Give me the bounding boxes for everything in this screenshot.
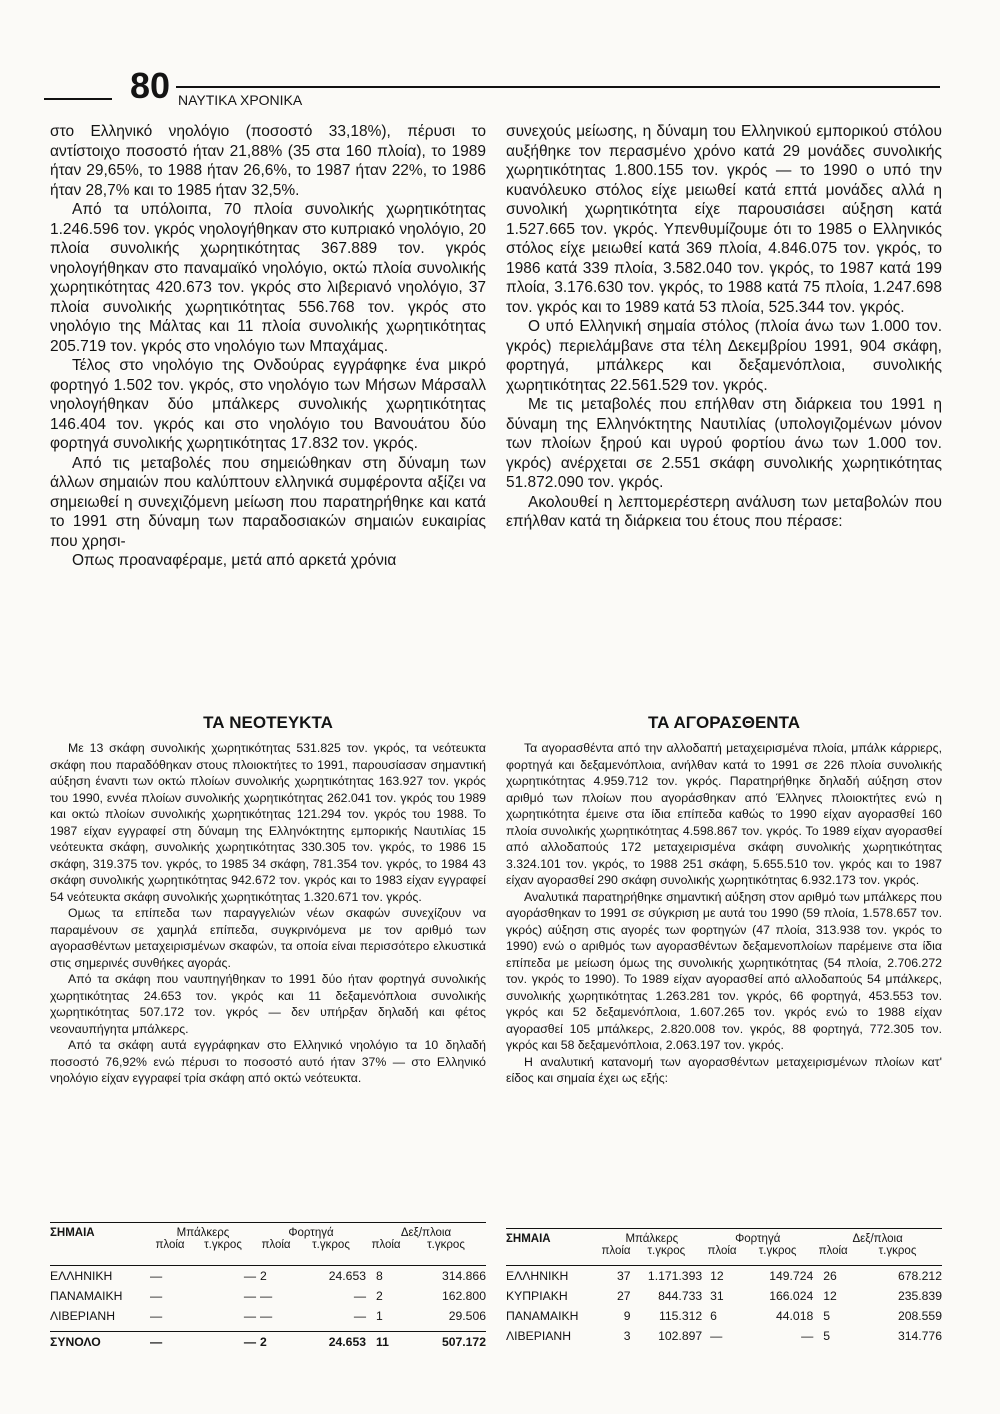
paragraph: στο Ελληνικό νηολόγιο (ποσοστό 33,18%), πέρυσι το αντίστοιχο ποσοστό ήταν 21,88% (35 στα 160 πλοία), το 1989 ήταν 29,65%, το 1988 ήταν 26,6%, το 1987 ήταν 22%, το 1986 ήταν 28,7% και το 1985 ήταν 32,5%. — [50, 123, 486, 199]
left-column-body — [50, 122, 486, 571]
table-cell: 24.653 — [328, 1335, 366, 1349]
table-cell: — — [150, 1308, 163, 1323]
table-total-row — [50, 1332, 486, 1353]
right-column-body — [506, 122, 942, 532]
purchased-table — [506, 1228, 942, 1346]
table-cell: 11 — [376, 1335, 389, 1349]
table-cell: — — [260, 1288, 273, 1303]
group-header-bulkers: Μπάλκερς — [176, 1227, 230, 1239]
flag-cell: ΛΙΒΕΡΙΑΝΗ — [506, 1328, 572, 1343]
flag-cell: ΠΑΝΑΜΑΙΚΗ — [506, 1308, 579, 1323]
paragraph: Ομως τα επίπεδα των παραγγελιών νέων σκαφών συνεχίζουν να παραμένουν σε χαμηλά επίπεδα, συγκρινόμενα με τον αριθμό των αγορασθέντων μεταχειρισμένων σκαφών, τα οποία είναι περισσότερο ελκυστικά στις σημερινές συνθήκες αγοράς. — [50, 906, 486, 970]
table-cell: 44.018 — [775, 1308, 814, 1323]
table-cell: 27 — [617, 1288, 631, 1303]
sub-header: πλοία — [818, 1245, 848, 1257]
paragraph: Με 13 σκάφη συνολικής χωρητικότητας 531.825 τον. γκρός, τα νεότευκτα σκάφη που παραδόθηκαν στους πλοιοκτήτες το 1991, παρουσίασαν σημαντική αύξηση έναντι των οκτώ πλοίων συνολικής χωρητικότητας 163.927 τον. γκρός του 1990, εννέα πλοίων συνολικής χωρητικότητας 262.041 τον. γκρός του 1989 και οκτώ πλοίων συνολικής χωρητικότητας 121.294 τον. γκρός του 1988. Το 1987 είχαν εγγραφεί στη δύναμη της Ελληνόκτητης εμπορικής Ναυτιλίας 15 νεότευκτα σκάφη, συνολικής χωρητικότητας 330.305 τον. γκρός, το 1986 15 σκάφη, 319.375 τον. γκρός, το 1985 34 σκάφη, 781.354 τον. γκρός, το 1984 43 σκάφη συνολικής χωρητικότητας 942.672 τον. γκρός και το 1983 είχαν εγγραφεί 54 νεότευκτα σκάφη συνολικής χωρητικότητας 1.320.671 τον. γκρός. — [50, 741, 486, 904]
table-cell: 235.839 — [897, 1288, 942, 1303]
paragraph: Από τις μεταβολές που σημειώθηκαν στη δύναμη των άλλων σημαιών που καλύπτουν ελληνικά συμφέροντα αξίζει να σημειωθεί η συνεχιζόμενη μείωση που παρατηρήθηκε και κατά το 1991 στη δύναμη των παραδοσιακών σημαιών ευκαιρίας που χρησι- — [50, 454, 486, 550]
table-cell: — — [801, 1328, 814, 1343]
paragraph: Τέλος στο νηολόγιο της Ονδούρας εγγράφηκε ένα μικρό φορτηγό 1.502 τον. γκρός, στο νηολόγιο των Μήσων Μάρσαλλ νηολογήθηκαν δύο μπάλκερς συνολικής χωρητικότητας 146.404 τον. γκρός και στο νηολόγιο του Βανουάτου δύο φορτηγά συνολικής χωρητικότητας 17.832 τον. γκρός. — [50, 357, 486, 452]
group-header-cargo: Φορτηγά — [735, 1233, 781, 1245]
table-cell: 2 — [376, 1288, 383, 1303]
table-cell: 26 — [823, 1268, 837, 1283]
table-cell: 208.559 — [897, 1308, 942, 1323]
table-cell: 12 — [823, 1288, 837, 1303]
table-row — [506, 1286, 942, 1306]
table-cell: 3 — [623, 1328, 631, 1343]
flag-cell: ΛΙΒΕΡΙΑΝΗ — [50, 1308, 116, 1323]
table-cell: — — [710, 1328, 723, 1343]
table-cell: 5 — [823, 1308, 831, 1323]
total-label: ΣΥΝΟΛΟ — [50, 1335, 101, 1349]
sub-header: τ.γκρος — [204, 1239, 242, 1251]
sub-header: πλοία — [371, 1239, 401, 1251]
header-rule-left — [44, 98, 112, 100]
table-cell: — — [150, 1335, 163, 1349]
table-cell: 166.024 — [769, 1288, 814, 1303]
paragraph: Η αναλυτική κατανομή των αγορασθέντων μεταχειρισμένων πλοίων κατ' είδος και σημαία έχει ως εξής: — [506, 1054, 942, 1085]
table-row — [506, 1326, 942, 1346]
table-cell: 1.171.393 — [647, 1268, 703, 1283]
table-cell: 6 — [710, 1308, 717, 1323]
table-cell: — — [243, 1308, 256, 1323]
table-cell: — — [150, 1268, 163, 1283]
table-row — [506, 1306, 942, 1326]
flag-cell: ΕΛΛΗΝΙΚΗ — [506, 1268, 569, 1283]
table-row — [50, 1265, 486, 1286]
sub-header: τ.γκρος — [427, 1239, 465, 1251]
paragraph: Ακολουθεί η λεπτομερέστερη ανάλυση των μεταβολών που επήλθαν κατά τη διάρκεια του έτους που πέρασε: — [506, 493, 942, 530]
group-header-tankers: Δεξ/πλοια — [852, 1233, 903, 1245]
table-cell: 844.733 — [658, 1288, 703, 1303]
table-cell: — — [243, 1288, 256, 1303]
table-cell: 507.172 — [441, 1335, 486, 1349]
paragraph: Αναλυτικά παρατηρήθηκε σημαντική αύξηση στον αριθμό των μπάλκερς που αγοράσθηκαν το 1991 σε σύγκριση με αυτά του 1990 (59 πλοία, 1.578.657 τον. γκρός) αύξηση στις αγορές των φορτηγών (47 πλοία, 313.938 τον. γκρός το 1990) ενώ ο αριθμός των αγορασθέντων δεξαμενοπλοίων παρέμεινε στα ίδια επίπεδα με μείωση όμως της συνολικής χωρητικότητας (54 πλοία, 2.706.272 τον. γκρός το 1990). Το 1989 είχαν αγορασθεί από αλλοδαπούς 54 μπάλκερς, συνολικής χωρητικότητας 1.263.281 τον. γκρός, 66 φορτηγά, 453.553 τον. γκρός και 52 δεξαμενόπλοια, 1.607.265 τον. γκρός ενώ το 1988 είχαν αγορασθεί 105 μπάλκερς, 2.820.008 τον. γκρός, 88 φορτηγά, 772.305 τον. γκρός και 58 δεξαμενόπλοια, 2.063.197 τον. γκρός. — [506, 889, 942, 1052]
table-cell: 102.897 — [658, 1328, 703, 1343]
table-row — [50, 1306, 486, 1326]
sub-header: πλοία — [707, 1245, 737, 1257]
group-header-bulkers: Μπάλκερς — [625, 1233, 679, 1245]
table-cell: 115.312 — [659, 1308, 703, 1323]
table-cell: 9 — [623, 1308, 631, 1323]
table-cell: — — [353, 1288, 366, 1303]
table-cell: 2 — [260, 1268, 267, 1283]
table-row — [506, 1265, 942, 1286]
section-title-purchased — [506, 712, 942, 734]
table-cell: 1 — [376, 1308, 383, 1323]
paragraph: Τα αγορασθέντα από την αλλοδαπή μεταχειρισμένα πλοία, μπάλκ κάρριερς, φορτηγά και δεξαμενόπλοια, ανήλθαν κατά το 1991 σε 226 πλοία συνολικής χωρητικότητας 4.959.712 τον. γκρός. Παρατηρήθηκε δηλαδή αύξηση στον αριθμό των πλοίων που αγοράσθηκαν από Έλληνες πλοιοκτήτες ενώ η χωρητικότητα έμεινε στα ίδια επίπεδα καθώς το 1990 είχαν αγορασθεί 160 πλοία συνολικής χωρητικότητας 4.598.867 τον. γκρός. Το 1989 είχαν αγορασθεί από αλλοδαπούς 172 μεταχειρισμένα σκάφη συνολικής χωρητικότητας 3.324.101 τον. γκρός, το 1988 251 σκάφη, 5.655.510 τον. γκρός και το 1987 είχαν αγορασθεί 290 σκάφη συνολικής χωρητικότητας 6.932.173 τον. γκρός. — [506, 741, 942, 887]
table-cell: 678.212 — [897, 1268, 942, 1283]
paragraph: συνεχούς μείωσης, η δύναμη του Ελληνικού εμπορικού στόλου αυξήθηκε τον περασμένο χρόνο κατά 29 μονάδες συνολικής χωρητικότητας 1.800.155 τον. γκρός — το 1990 ο υπό την κυανόλευκο στόλος είχε μειωθεί κατά επτά μονάδες αλλά η συνολική χωρητικότητα είχε παρουσιάσει αύξηση κατά 1.527.665 τον. γκρός. Υπενθυμίζουμε ότι το 1985 ο Ελληνικός στόλος είχε μειωθεί κατά 369 πλοία, 4.846.075 τον. γκρός, το 1986 κατά 339 πλοία, 3.582.040 τον. γκρός, το 1987 κατά 199 πλοία, 3.176.630 τον. γκρός, το 1988 κατά 75 πλοία, 1.247.698 τον. γκρός και το 1989 κατά 53 πλοία, 525.344 τον. γκρός. — [506, 123, 942, 316]
table-cell: 162.800 — [441, 1288, 486, 1303]
table-cell: 24.653 — [328, 1268, 366, 1283]
table-cell: 314.776 — [897, 1328, 942, 1343]
sub-header: πλοία — [601, 1245, 631, 1257]
table-cell: — — [243, 1268, 256, 1283]
flag-cell: ΚΥΠΡΙΑΚΗ — [506, 1288, 568, 1303]
page-header — [44, 65, 940, 110]
table-row — [50, 1286, 486, 1306]
table-cell: 31 — [710, 1288, 724, 1303]
flag-cell: ΠΑΝΑΜΑΙΚΗ — [50, 1288, 123, 1303]
paragraph: Οπως προαναφέραμε, μετά από αρκετά χρόνια — [72, 552, 397, 569]
table-cell: 29.506 — [448, 1308, 486, 1323]
flag-cell: ΕΛΛΗΝΙΚΗ — [50, 1268, 113, 1283]
left-column-small-text — [50, 740, 486, 1087]
sub-header: τ.γκρος — [647, 1245, 686, 1257]
purchased-table-grid — [506, 1228, 942, 1346]
section-heading: ΤΑ ΑΓΟΡΑΣΘΕΝΤΑ — [647, 713, 800, 732]
table-cell: — — [150, 1288, 163, 1303]
new-builds-table — [50, 1222, 486, 1352]
flag-header: ΣΗΜΑΙΑ — [50, 1227, 95, 1239]
table-cell: 314.866 — [441, 1268, 486, 1283]
header-rule-right — [176, 86, 940, 88]
group-header-tankers: Δεξ/πλοια — [400, 1227, 452, 1239]
group-header-cargo: Φορτηγά — [288, 1227, 334, 1239]
new-builds-table-grid — [50, 1222, 486, 1352]
table-cell: 2 — [260, 1335, 267, 1349]
flag-header: ΣΗΜΑΙΑ — [506, 1233, 551, 1245]
table-cell: 149.724 — [769, 1268, 814, 1283]
table-cell: 37 — [617, 1268, 631, 1283]
table-cell: — — [243, 1335, 256, 1349]
right-column-small-text — [506, 740, 942, 1087]
sub-header: τ.γκρος — [878, 1245, 917, 1257]
table-cell: 5 — [823, 1328, 831, 1343]
table-cell: — — [260, 1308, 273, 1323]
paragraph: Από τα σκάφη αυτά εγγράφηκαν στο Ελληνικό νηολόγιο τα 10 δηλαδή ποσοστό 76,92% ενώ πέρυσι το ποσοστό αυτό ήταν 37% — στο Ελληνικό νηολόγιο είχαν εγγραφεί τρία σκάφη από οκτώ νεότευκτα. — [50, 1038, 486, 1085]
paragraph: Από τα σκάφη που ναυπηγήθηκαν το 1991 δύο ήταν φορτηγά συνολικής χωρητικότητας 24.653 τον. γκρός και 11 δεξαμενόπλοια συνολικής χωρητικότητας 507.172 τον. γκρός — δεν υπήρξαν δηλαδή και φέτος νεοναυπήγητα μπάλκερς. — [50, 972, 486, 1036]
table-cell: — — [353, 1308, 366, 1323]
table-cell: 12 — [710, 1268, 724, 1283]
table-cell: 8 — [376, 1268, 383, 1283]
paragraph: Ο υπό Ελληνική σημαία στόλος (πλοία άνω των 1.000 τον. γκρός) περιελάμβανε στα τέλη Δεκεμβρίου 1991, 904 σκάφη, φορτηγά, μπάλκερς και δεξαμενόπλοια, συνολικής χωρητικότητας 22.561.529 τον. γκρός. — [506, 318, 942, 394]
sub-header: πλοία — [261, 1239, 291, 1251]
paragraph: Με τις μεταβολές που επήλθαν στη διάρκεια του 1991 η δύναμη της Ελληνόκτητης Ναυτιλίας (υπολογιζομένων μόνον των πλοίων ξηρού και υγρού φορτίου άνω των 1.000 τον. γκρός) ανέρχεται σε 2.551 σκάφη συνολικής χωρητικότητας 51.872.090 τον. γκρός. — [506, 396, 942, 491]
section-heading: ΤΑ ΝΕΟΤΕΥΚΤΑ — [203, 713, 333, 732]
sub-header: πλοία — [155, 1239, 185, 1251]
sub-header: τ.γκρος — [312, 1239, 350, 1251]
publication-title: ΝΑΥΤΙΚΑ ΧΡΟΝΙΚΑ — [178, 92, 303, 108]
paragraph: Από τα υπόλοιπα, 70 πλοία συνολικής χωρητικότητας 1.246.596 τον. γκρός νηολογήθηκαν στο κυπριακό νηολόγιο, 20 πλοία συνολικής χωρητικότητας 367.889 τον. γκρός νηολογήθηκαν στο παναμαϊκό νηολόγιο, οκτώ πλοία συνολικής χωρητικότητας 420.673 τον. γκρός στο λιβεριανό νηολόγιο, 37 πλοία συνολικής χωρητικότητας 556.768 τον. γκρός στο νηολόγιο της Μάλτας και 11 πλοία συνολικής χωρητικότητας 205.719 τον. γκρός στο νηολόγιο των Μπαχάμας. — [50, 201, 486, 355]
page-number: 80 — [130, 65, 171, 106]
section-title-new-builds — [50, 712, 486, 734]
sub-header: τ.γκρος — [758, 1245, 797, 1257]
